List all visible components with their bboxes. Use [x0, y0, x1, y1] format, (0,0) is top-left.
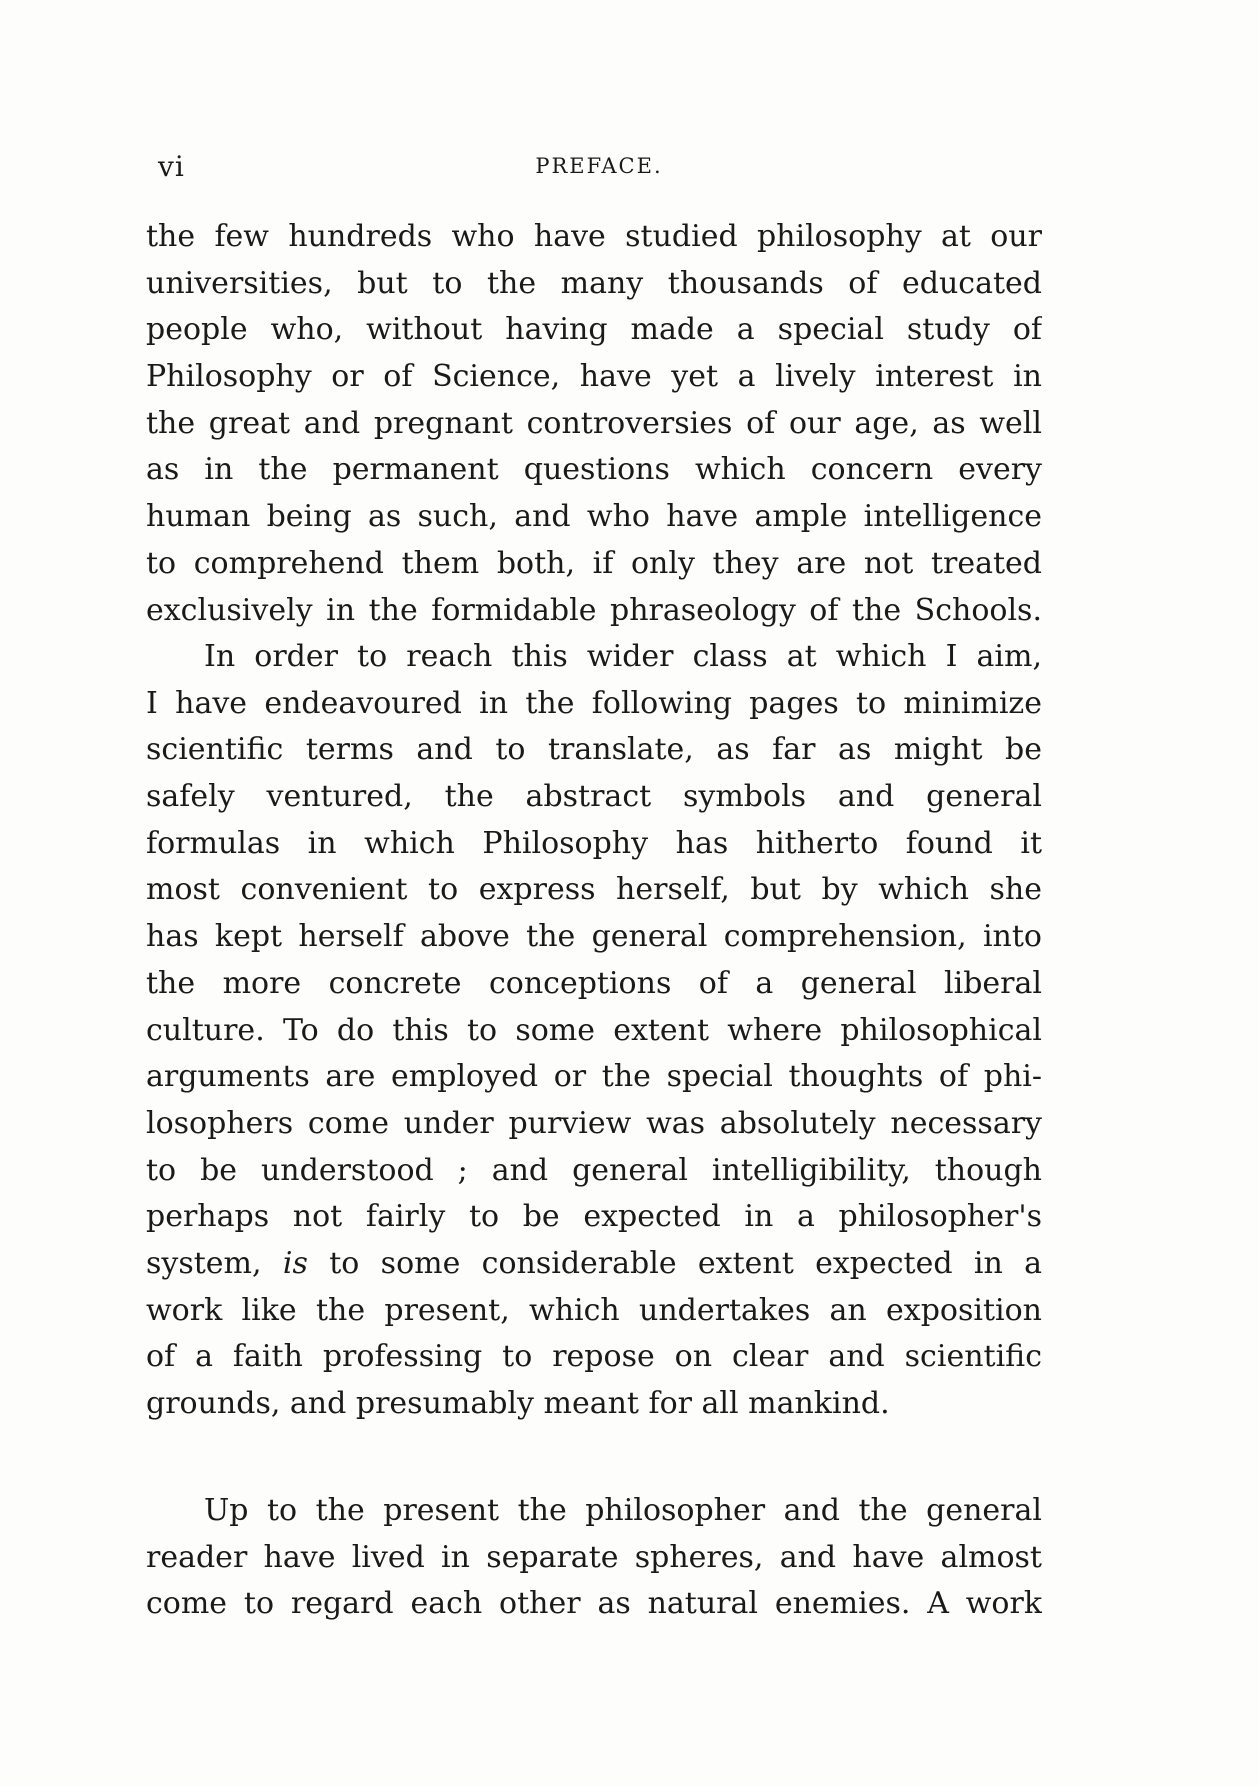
text-line: to be understood ; and general intelligibility, though — [146, 1152, 1042, 1188]
text-line: grounds, and presumably meant for all mankind. — [146, 1386, 890, 1421]
text-line: perhaps not fairly to be expected in a philosopher's — [146, 1199, 1042, 1235]
header-title: PREFACE. — [535, 154, 663, 178]
text-line: come to regard each other as natural enemies. A work — [146, 1586, 1042, 1622]
line-start: system, — [146, 1245, 262, 1281]
text-line: the great and pregnant controversies of our age, as well — [146, 405, 1042, 441]
text-line: of a faith professing to repose on clear and scientific — [146, 1339, 1042, 1375]
text-line-with-emphasis — [146, 1241, 1042, 1288]
text-line: the few hundreds who have studied philosophy at our — [146, 219, 1042, 254]
paragraph-3 — [146, 1488, 1042, 1628]
text-line: Up to the present the philosopher and the general — [204, 1493, 1042, 1528]
text-line: universities, but to the many thousands of educated — [146, 265, 1042, 301]
emphasized-word: is — [282, 1245, 308, 1281]
text-line: work like the present, which undertakes an exposition — [146, 1292, 1042, 1328]
text-line: human being as such, and who have ample intelligence — [146, 499, 1042, 535]
text-line: as in the permanent questions which concern every — [146, 452, 1042, 488]
text-line: culture. To do this to some extent where philosophical — [146, 1012, 1042, 1048]
text-line: most convenient to express herself, but by which she — [146, 872, 1042, 908]
text-line: In order to reach this wider class at which I aim, — [204, 639, 1042, 674]
running-head — [158, 150, 1040, 190]
text-line: I have endeavoured in the following pages to minimize — [146, 685, 1042, 721]
text-line: losophers come under purview was absolutely necessary — [146, 1105, 1042, 1141]
line-end: to some considerable extent expected in a — [329, 1245, 1042, 1281]
text-line: arguments are employed or the special thoughts of phi- — [146, 1059, 1042, 1095]
text-line: scientific terms and to translate, as far as might be — [146, 732, 1042, 768]
paragraph-2 — [146, 634, 1042, 1428]
text-line: has kept herself above the general comprehension, into — [146, 919, 1042, 955]
page-number: vi — [158, 150, 185, 183]
text-line: safely ventured, the abstract symbols and general — [146, 779, 1042, 815]
text-line: to comprehend them both, if only they are not treated — [146, 545, 1042, 581]
text-line: exclusively in the formidable phraseology of the Schools. — [146, 592, 1042, 628]
text-line: Philosophy or of Science, have yet a lively interest in — [146, 359, 1042, 395]
paragraph-1 — [146, 214, 1042, 634]
text-line: the more concrete conceptions of a general liberal — [146, 965, 1042, 1001]
text-line: reader have lived in separate spheres, and have almost — [146, 1539, 1042, 1575]
text-line: people who, without having made a special study of — [146, 312, 1042, 348]
text-line: formulas in which Philosophy has hitherto found it — [146, 825, 1042, 861]
